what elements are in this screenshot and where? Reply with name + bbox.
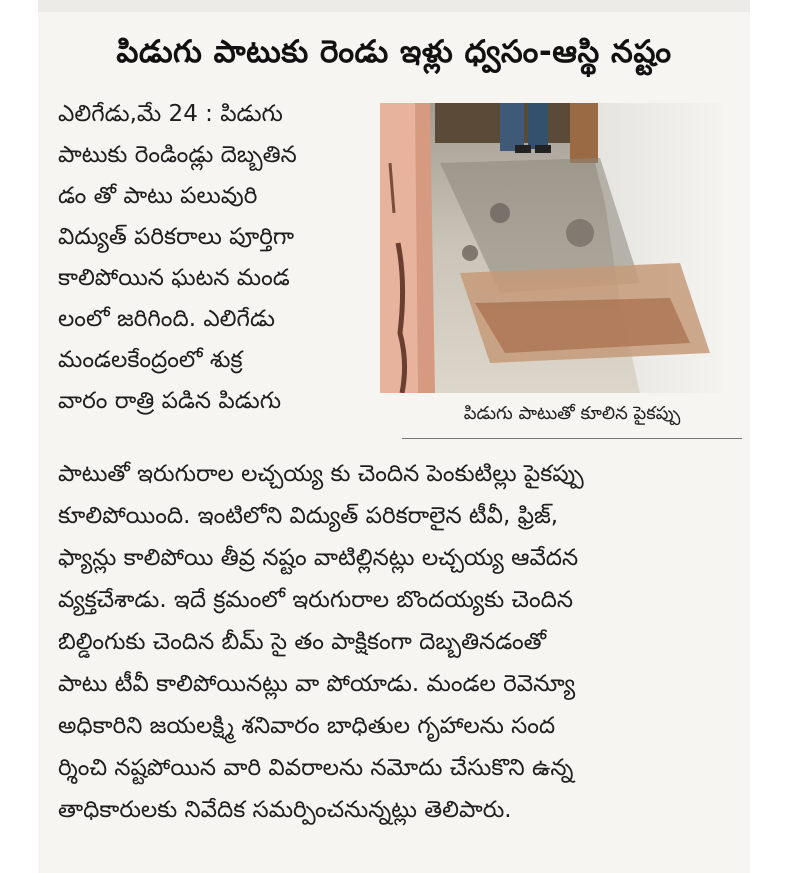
collapsed-roof-photo: [380, 103, 721, 393]
body-line: అధికారిని జయలక్ష్మి శనివారం బాధితుల గృహాలను సంద: [58, 713, 556, 739]
photo-caption: పిడుగు పాటుతో కూలిన పైకప్పు: [402, 400, 742, 439]
top-border-strip: [38, 0, 750, 12]
lead-line: డం తో పాటు పలువురి: [58, 183, 258, 209]
body-line: బిల్డింగుకు చెందిన బీమ్ సై తం పాక్షికంగా దెబ్బతినడంతో: [58, 629, 547, 655]
lead-line: కాలిపోయిన ఘటన మండ: [58, 265, 290, 291]
body-line: తాధికారులకు నివేదిక సమర్పించనున్నట్లు తెలిపారు.: [58, 797, 512, 823]
lead-line: వారం రాత్రి పడిన పిడుగు: [58, 388, 282, 414]
body-line: ర్శించి నష్టపోయిన వారి వివరాలను నమోదు చేసుకొని ఉన్న: [58, 755, 574, 781]
news-clipping: [38, 0, 750, 873]
lead-column: [58, 94, 398, 422]
lead-line: మండలకేంద్రంలో శుక్ర: [58, 347, 243, 373]
lead-line: విద్యుత్ పరికరాలు పూర్తిగా: [58, 224, 295, 250]
body-text: [58, 453, 738, 831]
body-line: కూలిపోయింది. ఇంటిలోని విద్యుత్ పరికరాలైన టీవీ, ఫ్రిజ్,: [58, 503, 559, 529]
headline: పిడుగు పాటుకు రెండు ఇళ్లు ధ్వసం-ఆస్థి నష్టం: [116, 34, 672, 70]
lead-line: ఎలిగేడు,మే 24 : పిడుగు: [58, 101, 283, 127]
body-line: పాటుతో ఇరుగురాల లచ్చయ్య కు చెందిన పెంకుటిల్లు పైకప్పు: [58, 461, 584, 487]
body-line: పాటు టీవీ కాలిపోయినట్లు వా పోయాడు. మండల రెవెన్యూ: [58, 671, 576, 697]
body-line: వ్యక్తచేశాడు. ఇదే క్రమంలో ఇరుగురాల బొందయ్యకు చెందిన: [58, 587, 574, 613]
news-photo: [380, 103, 721, 393]
body-line: ఫ్యాన్లు కాలిపోయి తీవ్ర నష్టం వాటిల్లినట్లు లచ్చయ్య ఆవేదన: [58, 545, 579, 571]
lead-line: లంలో జరిగింది. ఎలిగేడు: [58, 306, 275, 332]
lead-line: పాటుకు రెండిండ్లు దెబ్బతిన: [58, 142, 297, 168]
